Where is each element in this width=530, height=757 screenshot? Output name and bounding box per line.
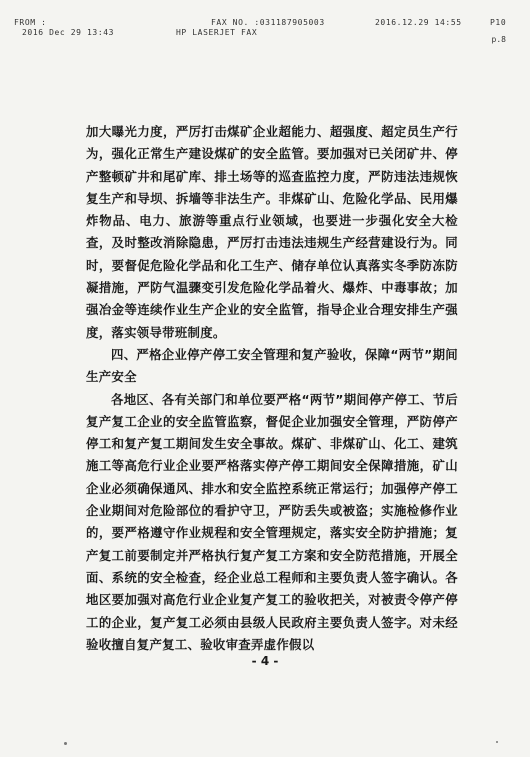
fax-header	[0, 0, 530, 44]
scan-speck	[496, 741, 498, 743]
document-body	[86, 121, 458, 656]
fax-from-label: FROM :	[14, 18, 47, 27]
fax-datetime: 2016.12.29 14:55	[375, 18, 462, 27]
paragraph-2: 各地区、各有关部门和单位要严格“两节”期间停产停工、节后复产复工企业的安全监管监察，督促企业加强安全管理，严防停产停工和复产复工期间发生安全事故。煤矿、非煤矿山、化工、建筑施工等高危行业企业要严格落实停产停工期间安全保障措施，矿山企业必须确保通风、排水和安全监控系统正常运行；加强停产停工企业期间对危险部位的看护守卫，严防丢失或被盗；实施检修作业的，要严格遵守作业规程和安全管理规定，落实安全防护措施；复产复工前要制定并严格执行复产复工方案和安全防范措施，开展全面、系统的安全检查，经企业总工程师和主要负责人签字确认。各地区要加强对高危行业企业复产复工的验收把关，对被责令停产停工的企业，复产复工必须由县级人民政府主要负责人签字。对未经验收擅自复产复工、验收审查弄虚作假以	[86, 391, 458, 652]
fax-page-mark: p.8	[491, 35, 506, 44]
fax-page-code: P10	[490, 18, 507, 27]
fax-number: FAX NO. :031187905003	[211, 18, 325, 27]
fax-machine-name: HP LASERJET FAX	[176, 28, 258, 37]
page-number: - 4 -	[251, 654, 279, 668]
fax-received-datetime: 2016 Dec 29 13:43	[22, 28, 115, 37]
section-heading: 四、严格企业停产停工安全管理和复产验收，保障“两节”期间生产安全	[86, 346, 458, 385]
scan-speck	[64, 742, 67, 745]
paragraph-1: 加大曝光力度，严厉打击煤矿企业超能力、超强度、超定员生产行为，强化正常生产建设煤矿的安全监管。要加强对已关闭矿井、停产整顿矿井和尾矿库、排土场等的巡查监控力度，严防违法违规恢复生产和导坝、拆墙等非法生产。非煤矿山、危险化学品、民用爆炸物品、电力、旅游等重点行业领域，也要进一步强化安全大检查，及时整改消除隐患，严厉打击违法违规生产经营建设行为。同时，要督促危险化学品和化工生产、储存单位认真落实冬季防冻防凝措施，严防气温骤变引发危险化学品着火、爆炸、中毒事故；加强冶金等连续作业生产企业的安全监管，指导企业合理安排生产强度，落实领导带班制度。	[86, 124, 458, 340]
